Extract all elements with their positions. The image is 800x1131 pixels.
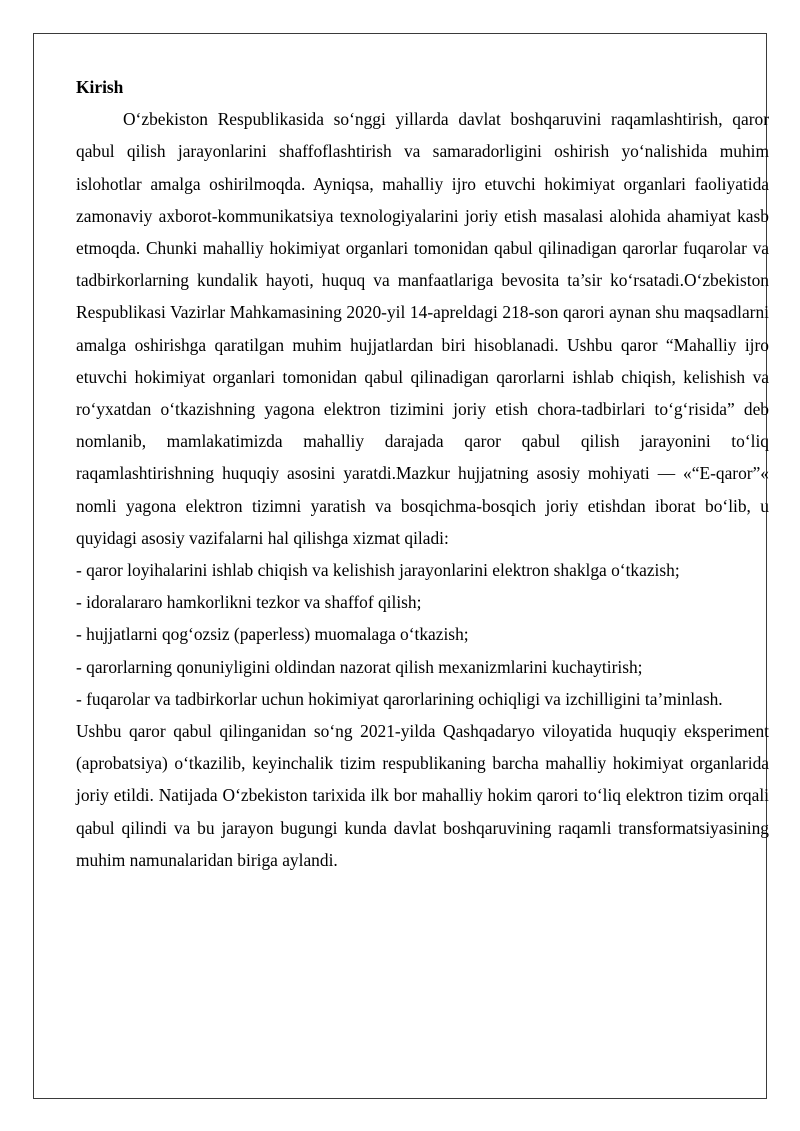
- list-item: - idoralararo hamkorlikni tezkor va shaffof qilish;: [76, 592, 422, 613]
- list-item: - fuqarolar va tadbirkorlar uchun hokimiyat qarorlarining ochiqligi va izchilligini ta’minlash.: [76, 688, 723, 709]
- list-item: - qarorlarning qonuniyligini oldindan nazorat qilish mexanizmlarini kuchaytirish;: [76, 656, 643, 677]
- intro-paragraph: O‘zbekiston Respublikasida so‘nggi yillarda davlat boshqaruvini raqamlashtirish, qaror qabul qilish jarayonlarini shaffoflashtirish va samaradorligini oshirish yo‘nalishida muhim islohotlar amalga oshirilmoqda. Ayniqsa, mahalliy ijro etuvchi hokimiyat organlari faoliyatida zamonaviy axborot-kommunikatsiya texnologiyalarini joriy etish masalasi alohida ahamiyat kasb etmoqda. Chunki mahalliy hokimiyat organlari tomonidan qabul qilinadigan qarorlar fuqarolar va tadbirkorlarning kundalik hayoti, huquq va manfaatlariga bevosita ta’sir ko‘rsatadi.O‘zbekiston Respublikasi Vazirlar Mahkamasining 2020-yil 14-apreldagi 218-son qarori aynan shu maqsadlarni amalga oshirishga qaratilgan muhim hujjatlardan biri hisoblanadi. Ushbu qaror “Mahalliy ijro etuvchi hokimiyat organlari tomonidan qabul qilinadigan qarorlarni ishlab chiqish, kelishish va ro‘yxatdan o‘tkazishning yagona elektron tizimini joriy etish chora-tadbirlari to‘g‘risida” deb nomlanib, mamlakatimizda mahalliy darajada qaror qabul qilish jarayonini to‘liq raqamlashtirishning huquqiy asosini yaratdi.Mazkur hujjatning asosiy mohiyati — «“E-qaror”« nomli yagona elektron tizimni yaratish va bosqichma-bosqich joriy etishdan iborat bo‘lib, u quyidagi asosiy vazifalarni hal qilishga xizmat qiladi:: [76, 109, 769, 548]
- list-item: - hujjatlarni qog‘ozsiz (paperless) muomalaga o‘tkazish;: [76, 624, 469, 645]
- section-heading: Kirish: [76, 77, 124, 97]
- closing-paragraph: Ushbu qaror qabul qilinganidan so‘ng 2021-yilda Qashqadaryo viloyatida huquqiy eksperiment (aprobatsiya) o‘tkazilib, keyinchalik tizim respublikaning barcha mahalliy hokimiyat organlarida joriy etildi. Natijada O‘zbekiston tarixida ilk bor mahalliy hokim qarori to‘liq elektron tizim orqali qabul qilindi va bu jarayon bugungi kunda davlat boshqaruvining raqamli transformatsiyasining muhim namunalaridan biriga aylandi.: [76, 721, 769, 870]
- list-item: - qaror loyihalarini ishlab chiqish va kelishish jarayonlarini elektron shaklga o‘tkazish;: [76, 560, 680, 581]
- document-body: [76, 71, 769, 876]
